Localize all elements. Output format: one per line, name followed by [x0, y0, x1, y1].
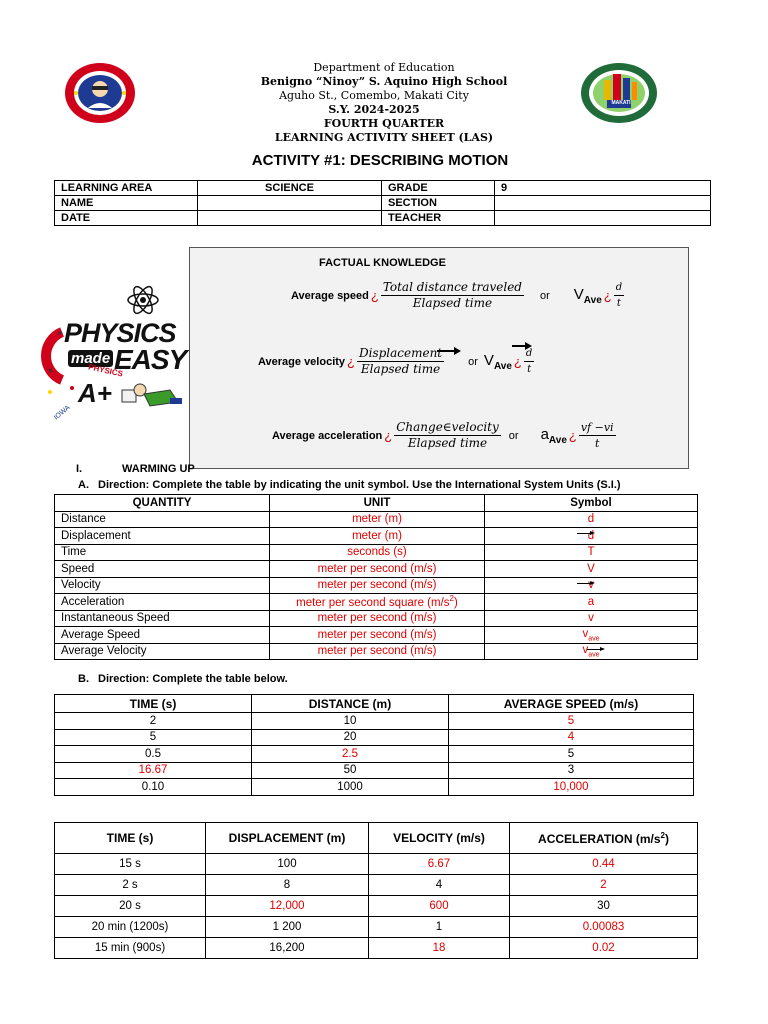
grade-a-plus: A+: [78, 378, 112, 408]
formula-symbol: V: [483, 351, 494, 369]
acceleration-table-cell: 4: [369, 875, 510, 896]
column-header: Symbol: [485, 495, 698, 512]
speed-table-cell: 0.5: [55, 746, 252, 763]
table-row: [55, 211, 711, 226]
table-row: [55, 746, 694, 763]
formula-label: Average acceleration: [272, 429, 383, 442]
formula-numerator: d: [614, 280, 624, 296]
quantity-cell: Acceleration: [55, 594, 270, 611]
factual-knowledge-title: FACTUAL KNOWLEDGE: [319, 257, 446, 269]
table-row: [55, 643, 698, 660]
column-header: UNIT: [270, 495, 485, 512]
table-row: [55, 938, 698, 959]
column-header: VELOCITY (m/s): [369, 823, 510, 854]
formula-or: or: [508, 429, 519, 442]
table-row: [55, 896, 698, 917]
acceleration-table-answer-cell[interactable]: 0.00083: [510, 917, 698, 938]
formula-glyph: ¿: [513, 354, 522, 369]
speed-table-cell: 20: [252, 729, 449, 746]
table-row: [55, 627, 698, 644]
deped-ncr-logo: [580, 62, 658, 124]
column-header: QUANTITY: [55, 495, 270, 512]
teacher-field[interactable]: [495, 211, 711, 226]
vector-arrow-icon: [437, 350, 455, 352]
info-label: NAME: [55, 196, 198, 211]
formula-numerator: Change∈velocity: [396, 420, 499, 434]
acceleration-table-cell: 20 s: [55, 896, 206, 917]
units-table: [54, 494, 698, 660]
formula-or: or: [468, 355, 478, 368]
formula-denominator: Elapsed time: [360, 362, 441, 376]
vector-arrow-icon: [577, 533, 591, 534]
speed-table-cell: 50: [252, 762, 449, 779]
speed-table-cell: 3: [449, 762, 694, 779]
acceleration-table-cell: 2 s: [55, 875, 206, 896]
acceleration-table-body: [55, 854, 698, 959]
colorful-arc-decoration: [42, 382, 82, 422]
activity-title: ACTIVITY #1: DESCRIBING MOTION: [251, 152, 509, 169]
formula-denominator: t: [616, 298, 621, 309]
acceleration-table-cell: 8: [206, 875, 369, 896]
acceleration-table-cell: 1 200: [206, 917, 369, 938]
quantity-cell: Average Speed: [55, 627, 270, 644]
formula-label: Average speed: [291, 289, 369, 302]
formula-subscript: Ave: [493, 360, 512, 372]
atom-icon: [126, 282, 160, 318]
table-row: [55, 181, 711, 196]
vector-arrow-icon: [577, 583, 591, 584]
table-header-row: [55, 495, 698, 512]
symbol-answer-cell[interactable]: T: [485, 544, 698, 561]
speed-table-answer-cell[interactable]: 2.5: [252, 746, 449, 763]
table-row: [55, 594, 698, 611]
dept-name: Department of Education: [313, 61, 455, 74]
formula-numerator: Displacement: [358, 346, 443, 360]
acceleration-table: [54, 822, 698, 959]
quantity-cell: Instantaneous Speed: [55, 610, 270, 627]
acceleration-table-answer-cell[interactable]: 18: [369, 938, 510, 959]
section-number: I.: [76, 463, 83, 475]
physics-word: PHYSICS: [64, 318, 176, 348]
speed-table-answer-cell[interactable]: 5: [449, 713, 694, 730]
unit-answer-cell[interactable]: meter per second (m/s): [270, 610, 485, 627]
formula-glyph: ¿: [568, 428, 577, 443]
table-row: [55, 762, 694, 779]
table-row: [55, 854, 698, 875]
acceleration-table-answer-cell[interactable]: 0.44: [510, 854, 698, 875]
part-a-direction: Direction: Complete the table by indicating the unit symbol. Use the International System Units (S.I.): [98, 479, 621, 491]
info-label: DATE: [55, 211, 198, 226]
formula-glyph: ¿: [347, 354, 355, 369]
unit-answer-cell[interactable]: meter per second (m/s): [270, 643, 485, 660]
formula-glyph: ¿: [370, 288, 379, 303]
unit-answer-cell[interactable]: meter (m): [270, 511, 485, 528]
acceleration-table-cell: 30: [510, 896, 698, 917]
section-field[interactable]: [495, 196, 711, 211]
physics-small-word: PHYSICS: [87, 362, 124, 379]
formula-glyph: ¿: [384, 428, 393, 443]
unit-answer-cell[interactable]: meter per second square $(m/s^2)$: [270, 594, 485, 611]
quantity-cell: Distance: [55, 511, 270, 528]
info-label: GRADE: [382, 181, 495, 196]
table-row: [55, 544, 698, 561]
speed-table-answer-cell[interactable]: 4: [449, 729, 694, 746]
part-a-label: A.: [78, 479, 89, 491]
column-header: DISTANCE (m): [252, 695, 449, 713]
table-row: [55, 713, 694, 730]
las-title: LEARNING ACTIVITY SHEET (LAS): [274, 131, 494, 144]
quantity-cell: Time: [55, 544, 270, 561]
unit-answer-cell[interactable]: meter per second (m/s): [270, 561, 485, 578]
table-header-row: [55, 823, 698, 854]
reading-student-icon: [120, 376, 184, 412]
table-row: [55, 917, 698, 938]
date-field[interactable]: [198, 211, 382, 226]
magnet-icon: [28, 326, 68, 386]
acceleration-table-cell: 1: [369, 917, 510, 938]
unit-answer-cell[interactable]: meter per second (m/s): [270, 577, 485, 594]
symbol-answer-cell[interactable]: $v_{ave}$: [485, 627, 698, 644]
speed-table-cell: 2: [55, 713, 252, 730]
unit-answer-cell[interactable]: seconds (s): [270, 544, 485, 561]
section-title: WARMING UP: [122, 463, 195, 475]
info-label: SECTION: [382, 196, 495, 211]
info-label: LEARNING AREA: [55, 181, 198, 196]
speed-table-answer-cell[interactable]: 16.67: [55, 762, 252, 779]
column-header-acceleration: ACCELERATION $(m/s^2)$: [510, 823, 698, 854]
school-name: Benigno “Ninoy” S. Aquino High School: [260, 75, 508, 88]
quantity-cell: Average Velocity: [55, 643, 270, 660]
acceleration-table-answer-cell[interactable]: 0.02: [510, 938, 698, 959]
formula-denominator: t: [595, 437, 600, 450]
symbol-answer-cell[interactable]: V: [485, 561, 698, 578]
acceleration-table-cell: 20 min (1200s): [55, 917, 206, 938]
acceleration-table-answer-cell[interactable]: 6.67: [369, 854, 510, 875]
speed-table-cell: 10: [252, 713, 449, 730]
formula-subscript: Ave: [548, 434, 567, 446]
table-row: [55, 875, 698, 896]
formula-numerator: Total distance traveled: [382, 280, 522, 294]
average-speed-formula: [291, 280, 624, 311]
table-header-row: [55, 695, 694, 713]
acceleration-table-cell: 16,200: [206, 938, 369, 959]
column-header: AVERAGE SPEED (m/s): [449, 695, 694, 713]
acceleration-table-cell: 100: [206, 854, 369, 875]
school-address: Aguho St., Comembo, Makati City: [279, 89, 469, 102]
physics-made-easy-logo: [28, 282, 188, 422]
part-b-label: B.: [78, 673, 89, 685]
quantity-cell: Velocity: [55, 577, 270, 594]
column-header: TIME (s): [55, 695, 252, 713]
vector-arrow-icon: [587, 649, 601, 650]
formula-numerator: d: [524, 346, 534, 362]
symbol-answer-cell[interactable]: d: [485, 528, 698, 545]
speed-table-cell: 0.10: [55, 779, 252, 796]
school-logo: [64, 62, 136, 124]
unit-answer-cell[interactable]: meter (m): [270, 528, 485, 545]
formula-denominator: Elapsed time: [407, 436, 488, 450]
formula-denominator: t: [527, 364, 532, 375]
made-word: made: [68, 350, 113, 367]
table-row: [55, 528, 698, 545]
table-row: [55, 577, 698, 594]
quantity-cell: Displacement: [55, 528, 270, 545]
speed-table-cell: 5: [449, 746, 694, 763]
school-year: S.Y. 2024-2025: [328, 103, 420, 116]
average-velocity-formula: [258, 346, 534, 377]
units-table-body: [55, 511, 698, 660]
formula-glyph: ¿: [603, 288, 612, 303]
easy-word: EASY: [114, 344, 187, 375]
speed-table: [54, 694, 694, 796]
speed-table-cell: 1000: [252, 779, 449, 796]
symbol-answer-cell[interactable]: v: [485, 610, 698, 627]
speed-table-answer-cell[interactable]: 10,000: [449, 779, 694, 796]
student-info-table: [54, 180, 711, 226]
symbol-answer-cell[interactable]: v: [485, 577, 698, 594]
acceleration-table-cell: 15 min (900s): [55, 938, 206, 959]
name-field[interactable]: [198, 196, 382, 211]
svg-text:IOWA: IOWA: [52, 404, 72, 422]
formula-label: Average velocity: [258, 355, 346, 368]
formula-subscript: Ave: [583, 294, 602, 306]
acceleration-table-answer-cell[interactable]: 2: [510, 875, 698, 896]
table-row: [55, 561, 698, 578]
acceleration-table-answer-cell[interactable]: 12,000: [206, 896, 369, 917]
unit-answer-cell[interactable]: meter per second (m/s): [270, 627, 485, 644]
formula-symbol: a: [540, 425, 549, 443]
acceleration-table-cell: 15 s: [55, 854, 206, 875]
grade-value: 9: [495, 181, 711, 196]
average-acceleration-formula: [272, 420, 616, 451]
table-row: [55, 729, 694, 746]
table-row: [55, 196, 711, 211]
symbol-answer-cell[interactable]: d: [485, 511, 698, 528]
info-label: TEACHER: [382, 211, 495, 226]
speed-table-cell: 5: [55, 729, 252, 746]
speed-table-body: [55, 713, 694, 796]
acceleration-table-answer-cell[interactable]: 600: [369, 896, 510, 917]
table-row: [55, 779, 694, 796]
vector-arrow-icon: [512, 345, 526, 347]
part-b-direction: Direction: Complete the table below.: [98, 673, 288, 685]
column-header: DISPLACEMENT (m): [206, 823, 369, 854]
table-row: [55, 610, 698, 627]
symbol-answer-cell[interactable]: $v_{ave}$: [485, 643, 698, 660]
formula-or: or: [539, 289, 550, 302]
makati-badge: MAKATI: [611, 100, 631, 106]
formula-symbol: V: [573, 285, 584, 303]
quarter: FOURTH QUARTER: [323, 117, 445, 130]
formula-denominator: Elapsed time: [412, 296, 493, 310]
formula-numerator: vf −vi: [580, 421, 614, 434]
quantity-cell: Speed: [55, 561, 270, 578]
learning-area-value: SCIENCE: [198, 181, 382, 196]
column-header: TIME (s): [55, 823, 206, 854]
symbol-answer-cell[interactable]: a: [485, 594, 698, 611]
table-row: [55, 511, 698, 528]
